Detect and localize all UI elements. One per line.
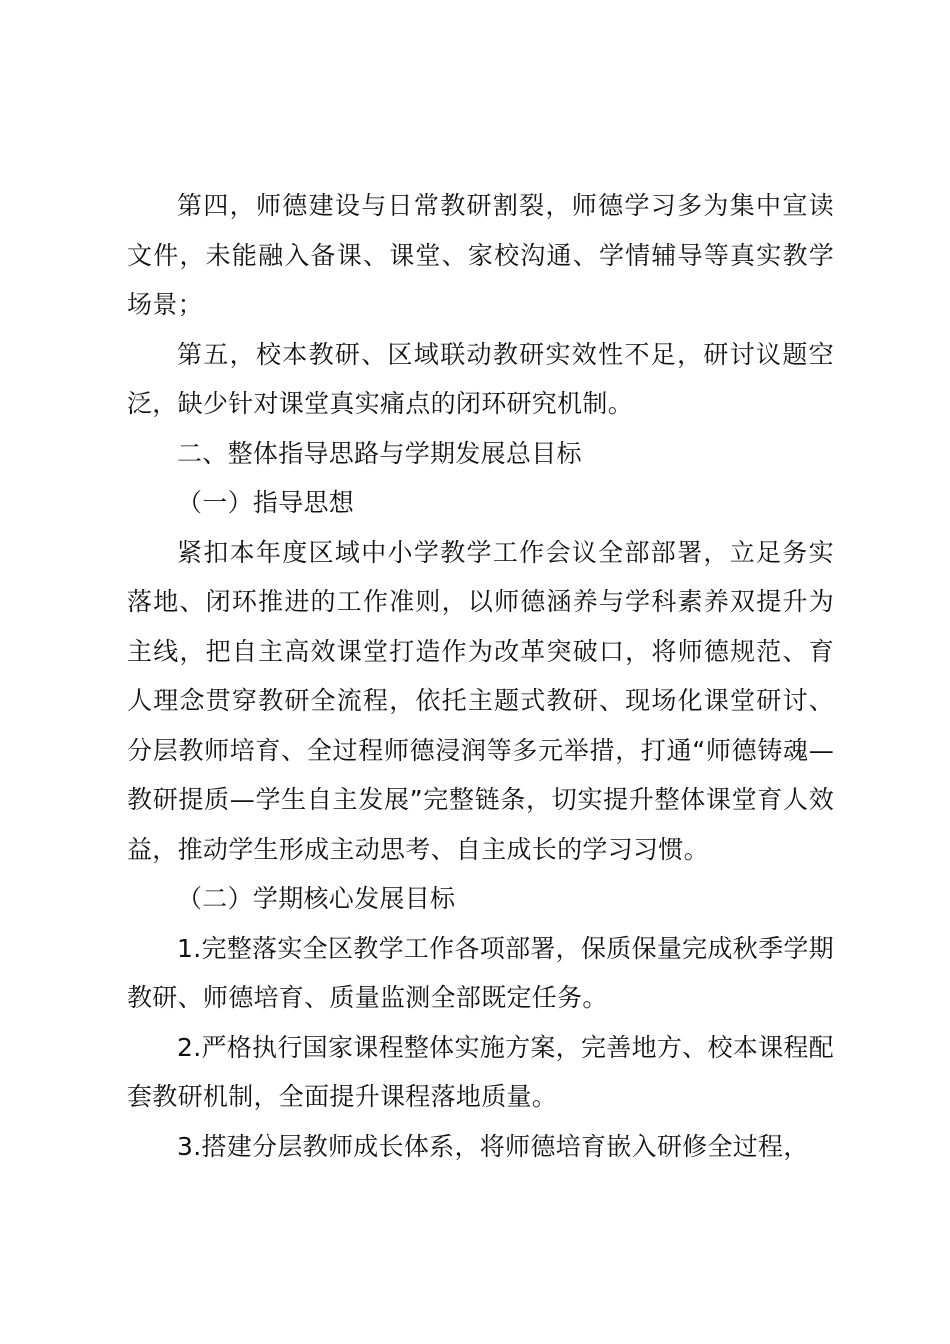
goal-item-3: 3.搭建分层教师成长体系，将师德培育嵌入研修全过程， xyxy=(177,1131,809,1161)
goal-item-2: 2.严格执行国家课程整体实施方案，完善地方、校本课程配套教研机制，全面提升课程落地质量。 xyxy=(127,1032,834,1111)
paragraph-guiding-thought: 紧扣本年度区域中小学教学工作会议全部部署，立足务实落地、闭环推进的工作准则，以师德涵养与学科素养双提升为主线，把自主高效课堂打造作为改革突破口，将师德规范、育人理念贯穿教研全流程，依托主题式教研、现场化课堂研讨、分层教师培育、全过程师德浸润等多元举措，打通“师德铸魂—教研提质—学生自主发展”完整链条，切实提升整体课堂育人效益，推动学生形成主动思考、自主成长的学习习惯。 xyxy=(127,537,834,864)
goal-item-1: 1.完整落实全区教学工作各项部署，保质保量完成秋季学期教研、师德培育、质量监测全部既定任务。 xyxy=(127,933,834,1012)
subsection-heading-core-goals: （二）学期核心发展目标 xyxy=(177,884,456,913)
paragraph-problem-four: 第四，师德建设与日常教研割裂，师德学习多为集中宣读文件，未能融入备课、课堂、家校沟通、学情辅导等真实教学场景； xyxy=(127,191,834,319)
paragraph-problem-five: 第五，校本教研、区域联动教研实效性不足，研讨议题空泛，缺少针对课堂真实痛点的闭环研究机制。 xyxy=(127,339,834,418)
section-heading-two: 二、整体指导思路与学期发展总目标 xyxy=(177,438,582,468)
subsection-heading-guiding-thought: （一）指导思想 xyxy=(177,488,355,517)
document-body xyxy=(127,181,834,1171)
